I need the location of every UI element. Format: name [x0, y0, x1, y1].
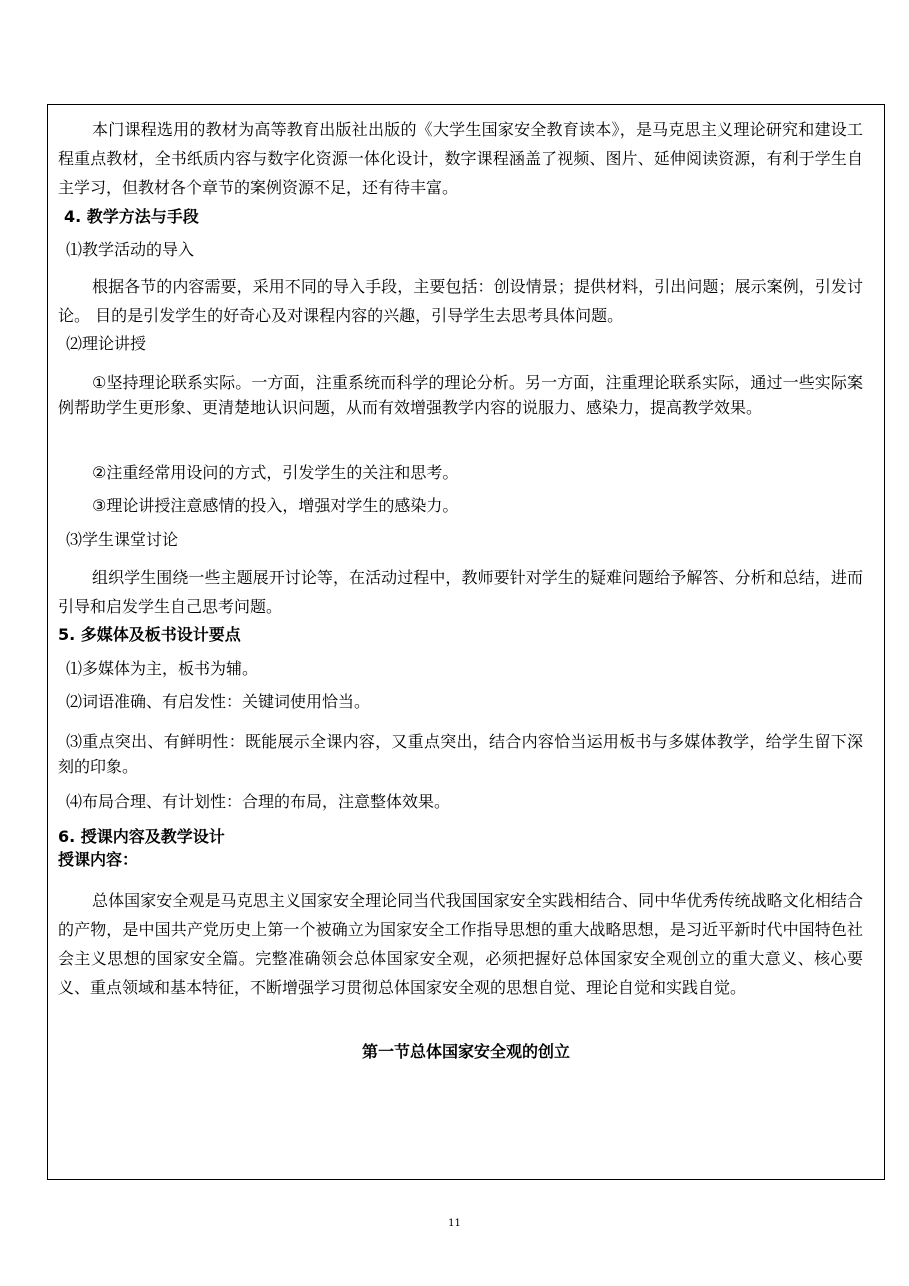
multimedia-item-4: ⑷布局合理、有计划性：合理的布局，注意整体效果。 [66, 792, 451, 811]
textbook-paragraph: 本门课程选用的教材为高等教育出版社出版的《大学生国家安全教育读本》，是马克思主义理论研究和建设工程重点教材，全书纸质内容与数字化资源一体化设计，数字课程涵盖了视频、图片、延伸阅读资源，有利于学生自主学习，但教材各个章节的案例资源不足，还有待丰富。 [58, 120, 863, 197]
theory-point-1: ①坚持理论联系实际。一方面，注重系统而科学的理论分析。另一方面，注重理论联系实际，通过一些实际案例帮助学生更形象、更清楚地认识问题，从而有效增强教学内容的说服力、感染力，提高教学效果。 [58, 373, 863, 417]
subheading-class-discussion: ⑶学生课堂讨论 [66, 530, 179, 549]
multimedia-item-3: ⑶重点突出、有鲜明性：既能展示全课内容，又重点突出，结合内容恰当运用板书与多媒体教学，给学生留下深刻的印象。 [58, 732, 863, 776]
subheading-introduction: ⑴教学活动的导入 [66, 240, 195, 259]
content-label: 授课内容： [58, 850, 139, 869]
heading-course-content: 6. 授课内容及教学设计 [58, 827, 225, 846]
multimedia-item-1: ⑴多媒体为主，板书为辅。 [66, 659, 259, 678]
introduction-paragraph: 根据各节的内容需要，采用不同的导入手段，主要包括：创设情景；提供材料，引出问题；展示案例，引发讨论。 目的是引发学生的好奇心及对课程内容的兴趣，引导学生去思考具体问题。 [58, 277, 863, 325]
subheading-theory-lecture: ⑵理论讲授 [66, 334, 147, 353]
heading-multimedia: 5. 多媒体及板书设计要点 [58, 625, 241, 644]
multimedia-item-2: ⑵词语准确、有启发性：关键词使用恰当。 [66, 692, 371, 711]
theory-point-3: ③理论讲授注意感情的投入，增强对学生的感染力。 [92, 496, 459, 515]
heading-teaching-methods: 4. 教学方法与手段 [64, 207, 199, 226]
content-paragraph: 总体国家安全观是马克思主义国家安全理论同当代我国国家安全实践相结合、同中华优秀传统战略文化相结合的产物，是中国共产党历史上第一个被确立为国家安全工作指导思想的重大战略思想，是习近平新时代中国特色社会主义思想的国家安全篇。完整准确领会总体国家安全观，必须把握好总体国家安全观创立的重大意义、核心要义、重点领域和基本特征，不断增强学习贯彻总体国家安全观的思想自觉、理论自觉和实践自觉。 [58, 891, 863, 997]
section-title: 第一节总体国家安全观的创立 [361, 1042, 570, 1061]
theory-point-2: ②注重经常用设问的方式，引发学生的关注和思考。 [92, 463, 459, 482]
page-number: 11 [448, 1218, 461, 1229]
discussion-paragraph: 组织学生围绕一些主题展开讨论等，在活动过程中，教师要针对学生的疑难问题给予解答、分析和总结，进而引导和启发学生自己思考问题。 [58, 568, 863, 616]
